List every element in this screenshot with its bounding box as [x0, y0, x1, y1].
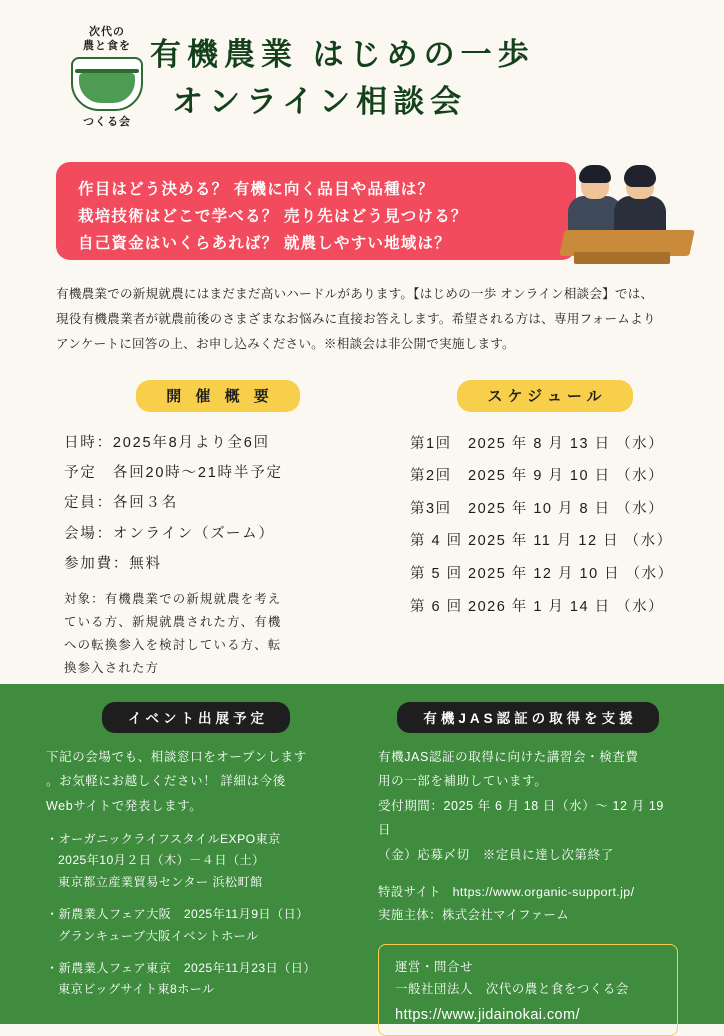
footer-events-body-line-1: 下記の会場でも、相談窓口をオープンします: [46, 750, 307, 764]
footer-jas-heading: 有機JAS認証の取得を支援: [397, 702, 658, 733]
overview-row-datetime: 日時：2025年8月より全6回: [64, 434, 270, 451]
schedule-session-date: 2025 年 10 月 8 日 （水）: [468, 500, 665, 517]
event-name: ・オーガニックライフスタイルEXPO東京: [46, 832, 281, 847]
contact-url[interactable]: https://www.jidainokai.com/: [395, 1006, 580, 1023]
footer-events-body-line-3: Webサイトで発表します。: [46, 798, 203, 813]
schedule-session-date: 2026 年 1 月 14 日 （水）: [468, 598, 665, 615]
footer-events-column: [30, 702, 362, 1024]
footer-jas-body-line-4: （金）応募〆切 ※定員に達し次第終了: [378, 847, 614, 862]
schedule-session-no: 第1回: [410, 435, 452, 452]
contact-box: [378, 944, 678, 1036]
intro-line-1: 有機農業での新規就農にはまだまだ高いハードルがあります。【はじめの一歩 オンライン相談会】では、: [56, 287, 654, 301]
overview-target-line-4: 換参入された方: [64, 660, 160, 675]
overview-row-fee: 参加費：無料: [64, 556, 162, 573]
contact-label: 運営・問合せ: [395, 960, 473, 974]
question-line-3: 自己資金はいくらあれば？ 就農しやすい地域は？: [78, 235, 451, 253]
event-date: 2025年10月２日（木）－４日（土）: [58, 853, 265, 868]
overview-target-line-3: への転換参入を検討している方、転: [64, 637, 282, 652]
schedule-session-no: 第2回: [410, 468, 452, 485]
schedule-session-no: 第 4 回: [410, 533, 463, 550]
footer-jas-body-line-2: 用の一部を補助しています。: [378, 774, 548, 789]
contact-organization: 一般社団法人 次代の農と食をつくる会: [395, 982, 629, 997]
desk-base-illustration: [574, 252, 670, 264]
details-columns: [0, 380, 724, 680]
organization-logo: [62, 26, 152, 129]
schedule-session-no: 第 6 回: [410, 598, 463, 615]
overview-heading: 開 催 概 要: [136, 380, 300, 412]
footer-jas-site-url[interactable]: https://www.organic-support.jp/: [452, 884, 635, 899]
logo-top-line2: 農と食を: [83, 39, 131, 52]
schedule-session-no: 第 5 回: [410, 566, 463, 583]
schedule-row: [410, 558, 686, 591]
logo-bottom-text: つくる会: [83, 115, 131, 128]
footer-jas-site: [378, 881, 678, 928]
schedule-list: [404, 428, 686, 624]
intro-paragraph: [56, 282, 668, 358]
schedule-session-no: 第3回: [410, 500, 452, 517]
intro-line-2: 現役有機農業者が就農前後のさまざまなお悩みに直接お答えします。希望される方は、専用フォームより: [56, 312, 656, 327]
overview-target-line-1: 対象：有機農業での新規就農を考え: [64, 591, 282, 606]
event-venue: 東京都立産業貿易センター 浜松町館: [58, 874, 263, 889]
event-name: ・新農業人フェア東京 2025年11月23日（日）: [46, 960, 316, 975]
overview-row-venue: 会場：オンライン（ズーム）: [64, 525, 275, 542]
footer-jas-site-row: [378, 881, 678, 905]
schedule-row: [410, 525, 686, 558]
title-line-1: 有機農業 はじめの一歩: [150, 37, 535, 72]
schedule-row: [410, 493, 686, 526]
consultation-illustration: [558, 154, 698, 264]
footer-jas-column: [362, 702, 694, 1024]
event-entry: [46, 829, 346, 893]
footer-events-heading: イベント出展予定: [102, 702, 290, 733]
schedule-row: [410, 428, 686, 461]
footer-jas-body-line-3: 受付期間：2025 年 6 月 18 日（水）～ 12 月 19 日: [378, 798, 664, 838]
schedule-session-date: 2025 年 11 月 12 日 （水）: [468, 533, 673, 550]
schedule-session-date: 2025 年 12 月 10 日 （水）: [468, 566, 674, 583]
footer-jas-site-label: 特設サイト: [378, 884, 442, 899]
footer-events-body: [46, 745, 346, 818]
page-title: [150, 26, 724, 125]
title-line-2: オンライン相談会: [172, 83, 468, 119]
footer-jas-operator: 実施主体：株式会社マイファーム: [378, 908, 569, 923]
schedule-session-date: 2025 年 8 月 13 日 （水）: [468, 435, 665, 452]
header: [0, 0, 724, 150]
footer-jas-body-line-1: 有機JAS認証の取得に向けた講習会・検査費: [378, 750, 639, 764]
question-line-2: 栽培技術はどこで学べる？ 売り先はどう見つける？: [78, 208, 468, 226]
schedule-section: [386, 380, 686, 680]
schedule-session-date: 2025 年 9 月 10 日 （水）: [468, 468, 665, 485]
intro-line-3: アンケートに回答の上、お申し込みください。※相談会は非公開で実施します。: [56, 337, 515, 352]
overview-row-time: 予定 各回20時～21時半予定: [64, 465, 283, 481]
event-entry: [46, 904, 346, 947]
question-banner-area: [0, 154, 724, 274]
schedule-row: [410, 460, 686, 493]
overview-section: [56, 380, 386, 680]
question-line-1: 作目はどう決める？ 有機に向く品目や品種は？: [78, 181, 435, 198]
event-venue: 東京ビッグサイト東8ホール: [58, 982, 215, 997]
question-banner: [56, 162, 576, 260]
footer-events-body-line-2: 。お気軽にお越しください！ 詳細は今後: [46, 774, 286, 789]
event-name: ・新農業人フェア大阪 2025年11月9日（日）: [46, 907, 309, 922]
footer-green-section: [0, 684, 724, 1024]
overview-row-capacity: 定員：各回３名: [64, 495, 179, 512]
footer-jas-body: [378, 745, 678, 867]
schedule-row: [410, 591, 686, 624]
event-venue: グランキューブ大阪イベントホール: [58, 928, 259, 943]
schedule-heading: スケジュール: [457, 380, 632, 412]
logo-top-line1: 次代の: [89, 26, 125, 38]
event-entry: [46, 958, 346, 1001]
overview-target-line-2: ている方、新規就農された方、有機: [64, 614, 282, 629]
overview-list: [56, 428, 386, 680]
logo-pot-icon: [71, 57, 143, 111]
